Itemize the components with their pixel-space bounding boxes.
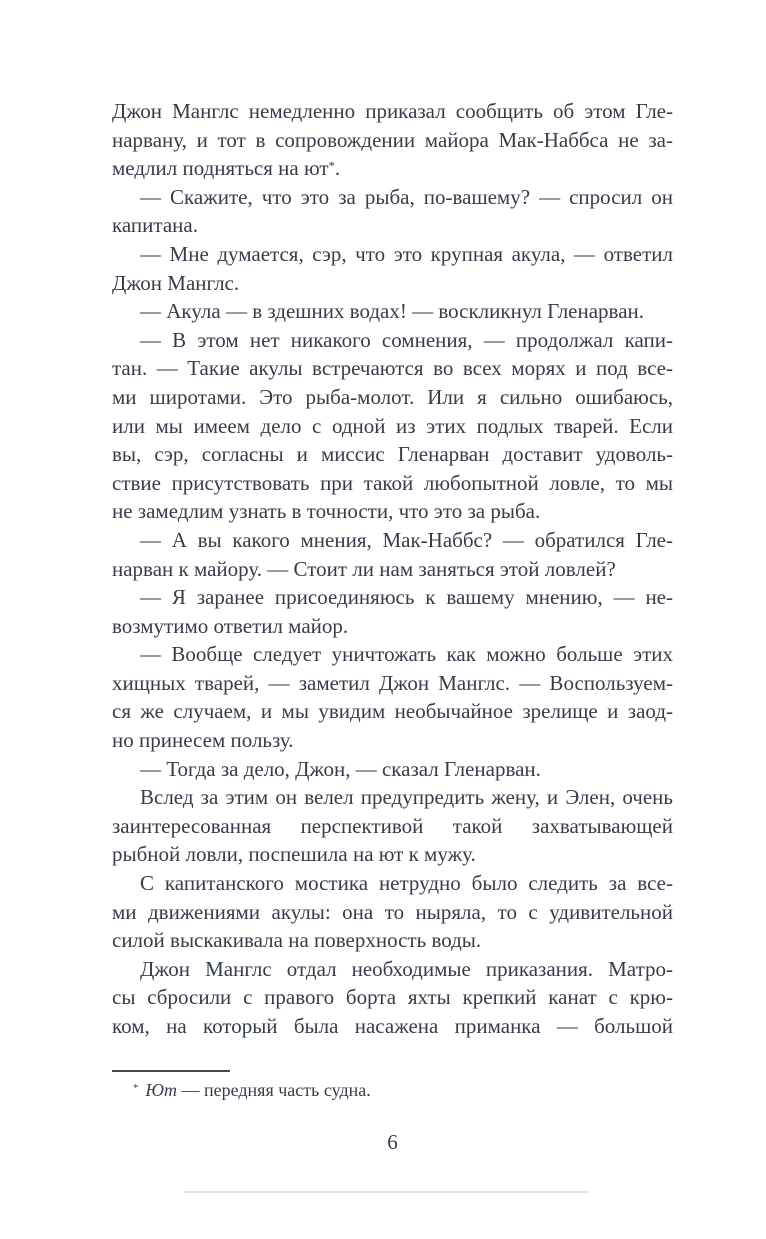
text-line: не замедлим узнать в точности, что это за рыба. bbox=[112, 499, 541, 524]
text-line: ми движениями акулы: она то ныряла, то с удивительной bbox=[112, 899, 673, 924]
text-line: сы сбросили с правого борта яхты крепкий канат с крю- bbox=[112, 985, 673, 1010]
text-line: медлил подняться на ют*. bbox=[112, 156, 341, 181]
text-block bbox=[112, 97, 673, 1041]
text-line: нарван к майору. — Стоит ли нам заняться этой ловлей? bbox=[112, 556, 616, 581]
footnote bbox=[112, 1078, 673, 1102]
paragraph bbox=[112, 640, 673, 754]
text-line: Джон Манглс отдал необходимые приказания. Матро- bbox=[140, 956, 673, 981]
text-line: ся же случаем, и мы увидим необычайное зрелище и заод- bbox=[112, 699, 673, 724]
text-line: тан. — Такие акулы встречаются во всех морях и под все- bbox=[112, 356, 673, 381]
text-line: — Скажите, что это за рыба, по-вашему? — спросил он bbox=[140, 184, 673, 209]
text-line: вы, сэр, согласны и миссис Гленарван доставит удоволь- bbox=[112, 442, 673, 467]
text-line: — Вообще следует уничтожать как можно больше этих bbox=[140, 642, 673, 667]
text-line: — Акула — в здешних водах! — воскликнул Гленарван. bbox=[140, 299, 644, 324]
text-line: капитана. bbox=[112, 213, 198, 238]
text-line: — Мне думается, сэр, что это крупная акула, — ответил bbox=[140, 241, 673, 266]
text-line: Джон Манглс. bbox=[112, 270, 240, 295]
paragraph bbox=[112, 955, 673, 1041]
text-line: нарвану, и тот в сопровождении майора Мак-Наббса не за- bbox=[112, 127, 673, 152]
paragraph bbox=[112, 583, 673, 640]
footnote-reference: * bbox=[328, 158, 335, 173]
text-line: Вслед за этим он велел предупредить жену, и Элен, очень bbox=[140, 785, 673, 810]
paragraph bbox=[112, 869, 673, 955]
paragraph bbox=[112, 240, 673, 297]
text-line: заинтересованная перспективой такой захватывающей bbox=[112, 813, 673, 838]
paragraph bbox=[112, 183, 673, 240]
paragraph bbox=[112, 526, 673, 583]
text-line: хищных тварей, — заметил Джон Манглс. — Воспользуем- bbox=[112, 670, 673, 695]
text-line: или мы имеем дело с одной из этих подлых тварей. Если bbox=[112, 413, 673, 438]
text-line: ми широтами. Это рыба-молот. Или я сильно ошибаюсь, bbox=[112, 384, 673, 409]
footnote-marker: * bbox=[133, 1082, 139, 1095]
text-line: силой выскакивала на поверхность воды. bbox=[112, 928, 482, 953]
text-line: — А вы какого мнения, Мак-Наббс? — обратился Гле- bbox=[140, 527, 673, 552]
text-line: Джон Манглс немедленно приказал сообщить об этом Гле- bbox=[112, 99, 673, 123]
paragraph bbox=[112, 297, 673, 326]
footnote-term: Ют bbox=[145, 1080, 177, 1100]
text-line: — Тогда за дело, Джон, — сказал Гленарван. bbox=[140, 756, 541, 781]
bottom-divider bbox=[184, 1191, 589, 1193]
text-line: — Я заранее присоединяюсь к вашему мнению, — не- bbox=[140, 585, 673, 610]
text-line: возмутимо ответил майор. bbox=[112, 613, 349, 638]
paragraph bbox=[112, 97, 673, 183]
text-line: но принесем пользу. bbox=[112, 728, 294, 753]
footnote-definition: — передняя часть судна. bbox=[177, 1080, 371, 1100]
paragraph bbox=[112, 326, 673, 526]
text-line: ствие присутствовать при такой любопытной ловле, то мы bbox=[112, 470, 673, 495]
text-line: — В этом нет никакого сомнения, — продолжал капи- bbox=[140, 327, 673, 352]
text-line: ком, на который была насажена приманка — большой bbox=[112, 1014, 673, 1038]
paragraph bbox=[112, 755, 673, 784]
footnote-separator bbox=[112, 1070, 230, 1072]
paragraph bbox=[112, 783, 673, 869]
text-line: С капитанского мостика нетрудно было следить за все- bbox=[140, 871, 673, 896]
text-line: рыбной ловли, поспешила на ют к мужу. bbox=[112, 842, 476, 867]
page-number: 6 bbox=[387, 1130, 398, 1154]
